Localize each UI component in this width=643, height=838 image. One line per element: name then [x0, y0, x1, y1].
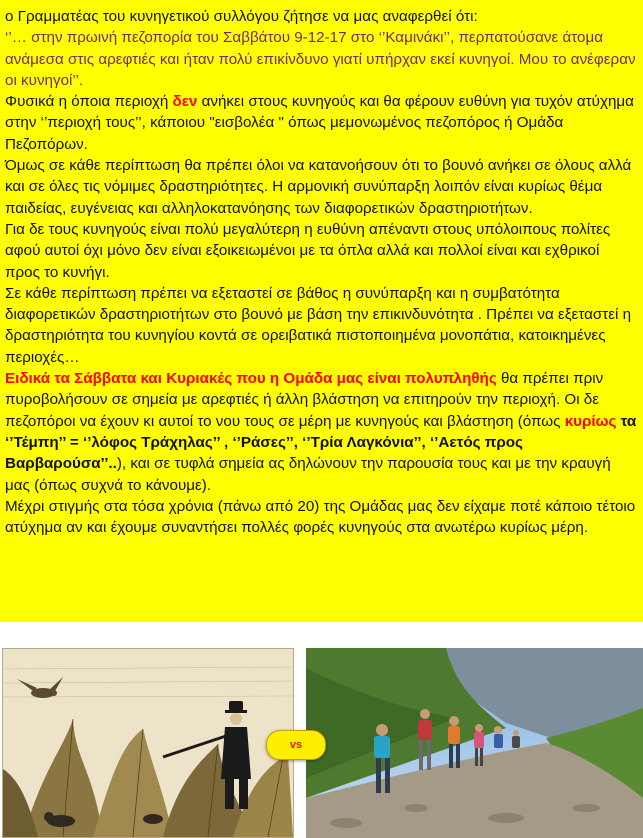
- paragraph-record: Μέχρι στιγμής στα τόσα χρόνια (πάνω από 20) της Ομάδας μας δεν είχαμε ποτέ κάποιο τέτοιο ατύχημα αν και έχουμε συναντήσει πολλές φορές κυνηγούς στα ανωτέρω κυρίως μέρη.: [5, 497, 636, 537]
- paragraph-responsibility: Για δε τους κυνηγούς είναι πολύ μεγαλύτερη η ευθύνη απέναντι στους υπόλοιπους πολίτες αφού αυτοί όχι μόνο δεν είναι εξοικειωμένοι με τα όπλα αλλά και πολλοί είναι και εχθρικοί προς το κυνήγι.: [5, 220, 611, 281]
- p5-mid: θα πρέπει πριν πυροβολήσουν σε σημεία με αρεφτιές ή άλλη βλάστηση να επιτηρούν την περιοχή. Οι δε πεζοπόροι να έχουν κι αυτοί το νου τους σε μέρη με κυνηγούς και βλάστηση (όπως: [5, 370, 604, 430]
- paragraph-weekends: [5, 368, 637, 496]
- places-list: τα ‘’Τέμπη’’ = ‘’λόφος Τράχηλας’’ , ‘’Ράσες’’, ‘’Τρία Λαγκόνια’’, ‘’Αετός προς Βαρβαρούσα’’..: [5, 412, 637, 473]
- emphasis-kyrios: κυρίως: [564, 412, 617, 430]
- paragraph-coexistence: Όμως σε κάθε περίπτωση θα πρέπει όλοι να κατανοήσουν ότι το βουνό ανήκει σε όλους αλλά και σε όλες τις νόμιμες δραστηριότητες. Η αρμονική συνύπαρξη λοιπόν είναι κυρίως θέμα παιδείας, ευγένειας και αλληλοκατανόησης των διαφορετικών δραστηριοτήτων.: [5, 157, 632, 217]
- paragraph-examination: Σε κάθε περίπτωση πρέπει να εξεταστεί σε βάθος η συνύπαρξη και η συμβατότητα διαφορετικών δραστηριοτήτων στο βουνό με βάση την επικινδυνότητα . Πρέπει να εξεταστεί η δραστηριότητα του κυνηγίου κοντά σε ορειβατικά πιστοποιημένα μονοπάτια, κατοικημένες περιοχές…: [5, 284, 632, 366]
- paragraph-ownership: [5, 91, 637, 155]
- hunter-quote: ‘’… στην πρωινή πεζοπορία του Σαββάτου 9-12-17 στο ‘’Καμινάκι’’, περπατούσανε άτομα ανάμεσα στις αρεφτιές και ήταν πολύ επικίνδυνο γιατί υπήρχαν εκεί κυνηγοί. Μου το ανέφεραν οι κυνηγοί’’.: [5, 29, 636, 89]
- p1-end: ανήκει στους κυνηγούς και θα φέρουν ευθύνη για τυχόν ατύχημα στην ‘’περιοχή τους’’, κάποιου "εισβολέα " όπως μεμονωμένος πεζοπόρος ή Ομάδα Πεζοπόρων.: [5, 93, 634, 153]
- intro-line: ο Γραμματέας του κυνηγετικού συλλόγου ζήτησε να μας αναφερθεί ότι:: [5, 8, 478, 25]
- engraving-drawing: [3, 649, 293, 837]
- photo-hikers-on-trail: [306, 648, 643, 838]
- emphasis-den: δεν: [172, 93, 198, 111]
- hikers-drawing: [306, 648, 643, 838]
- emphasis-weekends: Ειδικά τα Σάββατα και Κυριακές που η Ομάδα μας είναι πολυπληθής: [5, 370, 497, 388]
- vs-badge: vs: [266, 730, 326, 760]
- engraving-duck-hunter: [2, 648, 294, 838]
- p1-start: Φυσικά η όποια περιοχή: [5, 93, 173, 111]
- p5-end: ), και σε τυφλά σημεία ας δηλώνουν την παρουσία τους και με την κραυγή μας (όπως συχνά το κάνουμε).: [5, 455, 611, 494]
